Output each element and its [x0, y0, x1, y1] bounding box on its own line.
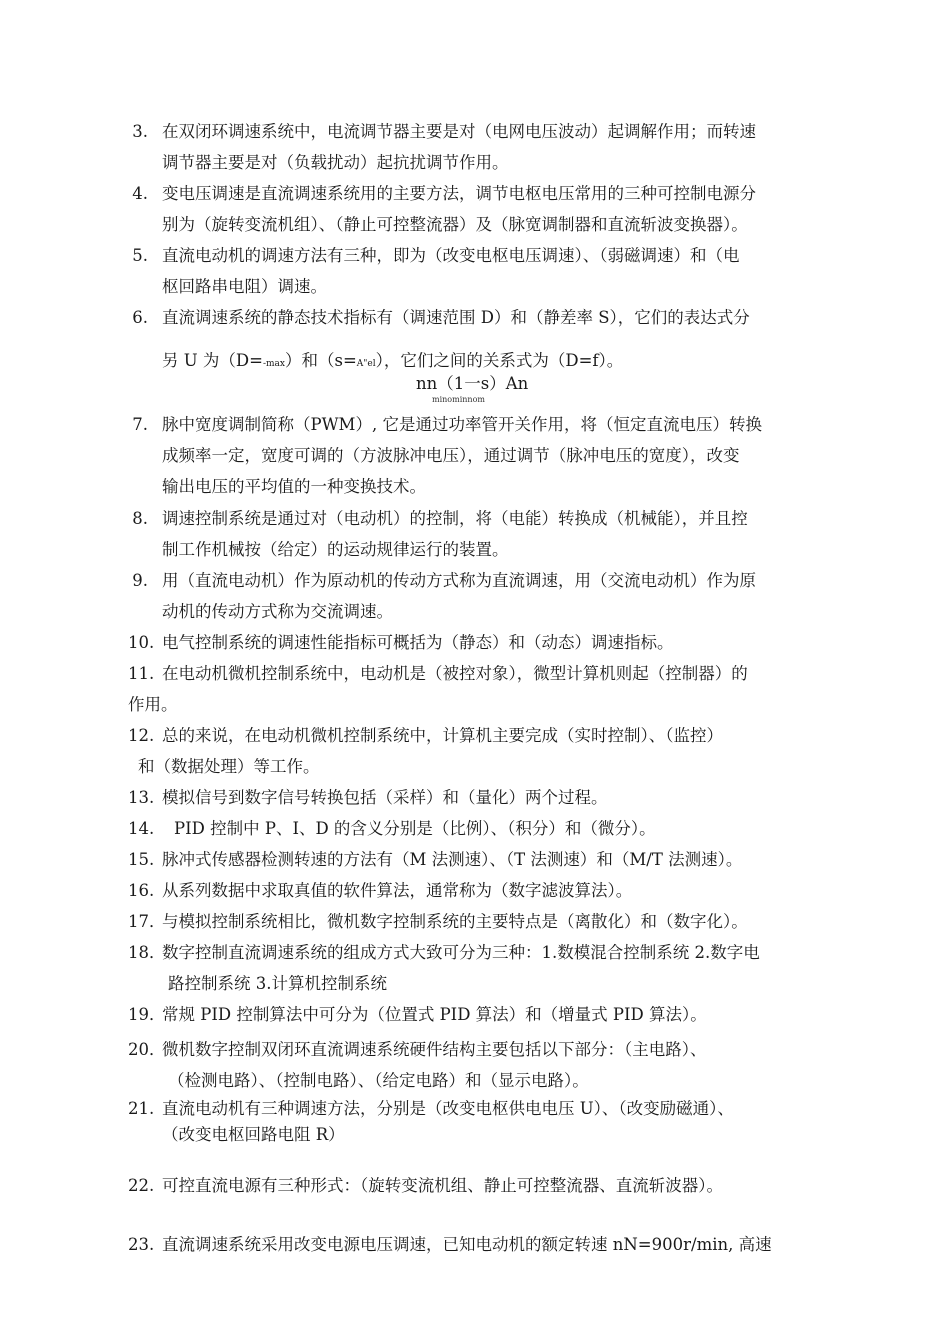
list-item [128, 906, 853, 937]
item-text: 可控直流电源有三种形式：（旋转变流机组、静止可控整流器、直流斩波器）。 [162, 1176, 723, 1195]
item-number: 17． [128, 912, 166, 931]
item-number: 10. [128, 633, 155, 652]
list-item [128, 1170, 853, 1201]
item-number: 8. [132, 509, 148, 528]
item-text-continued: 调节器主要是对（负载扰动）起抗扰调节作用。 [162, 153, 509, 172]
item-text-continued: 作用。 [128, 695, 178, 714]
list-item [128, 565, 853, 627]
item-number: 18． [128, 943, 166, 962]
list-item [128, 658, 853, 720]
item-text-continued: 和（数据处理）等工作。 [138, 757, 320, 776]
item-text: 模拟信号到数字信号转换包括（采样）和（量化）两个过程。 [162, 788, 608, 807]
item-text: 脉中宽度调制简称（PWM）, 它是通过功率管开关作用，将（恒定直流电压）转换 [162, 415, 762, 434]
item-number: 19． [128, 1005, 166, 1024]
item-text: 常规 PID 控制算法中可分为（位置式 PID 算法）和（增量式 PID 算法）。 [162, 1005, 707, 1024]
item-text-continued: 成频率一定，宽度可调的（方波脉冲电压），通过调节（脉冲电压的宽度），改变 [162, 446, 740, 465]
list-item [128, 627, 853, 658]
list-item [128, 999, 853, 1030]
item-number: 12. [128, 726, 155, 745]
list-item [128, 116, 853, 178]
formula-fragment: -max [262, 359, 285, 369]
item-number: 21. [128, 1099, 155, 1118]
formula-fragment: A"el [356, 359, 376, 369]
item-text: 与模拟控制系统相比，微机数字控制系统的主要特点是（离散化）和（数字化）。 [162, 912, 748, 931]
item-number: 4. [132, 184, 148, 203]
item-text: 总的来说，在电动机微机控制系统中，计算机主要完成（实时控制）、（监控） [162, 726, 723, 745]
item-text: 用（直流电动机）作为原动机的传动方式称为直流调速，用（交流电动机）作为原 [162, 571, 756, 590]
item-number: 13. [128, 788, 155, 807]
item-text-continued: 别为（旋转变流机组）、（静止可控整流器）及（脉宽调制器和直流斩波变换器）。 [162, 215, 748, 234]
item-text-continued: 枢回路串电阻）调速。 [162, 277, 327, 296]
item-number: 3. [132, 122, 148, 141]
item-text: 在双闭环调速系统中，电流调节器主要是对（电网电压波动）起调解作用；而转速 [162, 122, 756, 141]
item-text: 电气控制系统的调速性能指标可概括为（静态）和（动态）调速指标。 [162, 633, 674, 652]
formula-subscripts: minominnom [432, 395, 485, 404]
item-text: 从系列数据中求取真值的软件算法，通常称为（数字滤波算法）。 [162, 881, 633, 900]
item-text: 变电压调速是直流调速系统用的主要方法，调节电枢电压常用的三种可控制电源分 [162, 184, 756, 203]
list-item [128, 503, 853, 565]
list-item [128, 813, 853, 844]
item-number: 14. [128, 819, 155, 838]
list-item [128, 720, 853, 782]
item-text: 直流电动机的调速方法有三种，即为（改变电枢电压调速）、（弱磁调速）和（电 [162, 246, 740, 265]
item-text-continued: 路控制系统 3.计算机控制系统 [168, 974, 387, 993]
item-text-continued: 输出电压的平均值的一种变换技术。 [162, 477, 426, 496]
list-item [128, 1096, 853, 1148]
item-text: PID 控制中 P、I、D 的含义分别是（比例）、（积分）和（微分）。 [174, 819, 656, 838]
list-item [128, 178, 868, 240]
formula-line: 另 U 为（D=-max）和（s=A"el），它们之间的关系式为（D=f）。 [162, 351, 624, 370]
item-number: 22. [128, 1176, 155, 1195]
item-text-continued: 动机的传动方式称为交流调速。 [162, 602, 393, 621]
item-number: 6. [132, 308, 148, 327]
item-number: 16. [128, 881, 155, 900]
list-item [128, 1229, 853, 1260]
list-item [128, 1034, 853, 1096]
item-text: 直流调速系统的静态技术指标有（调速范围 D）和（静差率 S），它们的表达式分 [162, 308, 750, 327]
item-text: 调速控制系统是通过对（电动机）的控制，将（电能）转换成（机械能），并且控 [162, 509, 748, 528]
item-number: 5. [132, 246, 148, 265]
item-text-continued: （检测电路）、（控制电路）、（给定电路）和（显示电路）。 [168, 1071, 589, 1090]
item-text-continued: （改变电枢回路电阻 R） [162, 1125, 345, 1144]
item-number: 9. [132, 571, 148, 590]
formula-denominator: nn（1一s）An [416, 374, 529, 393]
list-item [128, 875, 853, 906]
item-number: 7. [132, 415, 148, 434]
list-item [128, 302, 853, 333]
item-text: 数字控制直流调速系统的组成方式大致可分为三种：1.数模混合控制系统 2.数字电 [162, 943, 760, 962]
item-text: 直流调速系统采用改变电源电压调速，已知电动机的额定转速 nN=900r/min, 高速 [162, 1235, 772, 1254]
item-number: 20． [128, 1040, 166, 1059]
list-item [128, 937, 853, 999]
item-text: 在电动机微机控制系统中，电动机是（被控对象），微型计算机则起（控制器）的 [162, 664, 748, 683]
list-item [128, 782, 853, 813]
item-text: 微机数字控制双闭环直流调速系统硬件结构主要包括以下部分：（主电路）、 [162, 1040, 707, 1059]
list-item [128, 409, 853, 502]
item-number: 11. [128, 664, 155, 683]
item-text: 脉冲式传感器检测转速的方法有（M 法测速）、（T 法测速）和（M/T 法测速）。 [162, 850, 743, 869]
list-item [128, 240, 853, 302]
item-text-continued: 制工作机械按（给定）的运动规律运行的装置。 [162, 540, 509, 559]
item-text: 直流电动机有三种调速方法，分别是（改变电枢供电电压 U）、（改变励磁通）、 [162, 1099, 734, 1118]
list-item [128, 844, 853, 875]
item-number: 23. [128, 1235, 155, 1254]
item-number: 15. [128, 850, 155, 869]
